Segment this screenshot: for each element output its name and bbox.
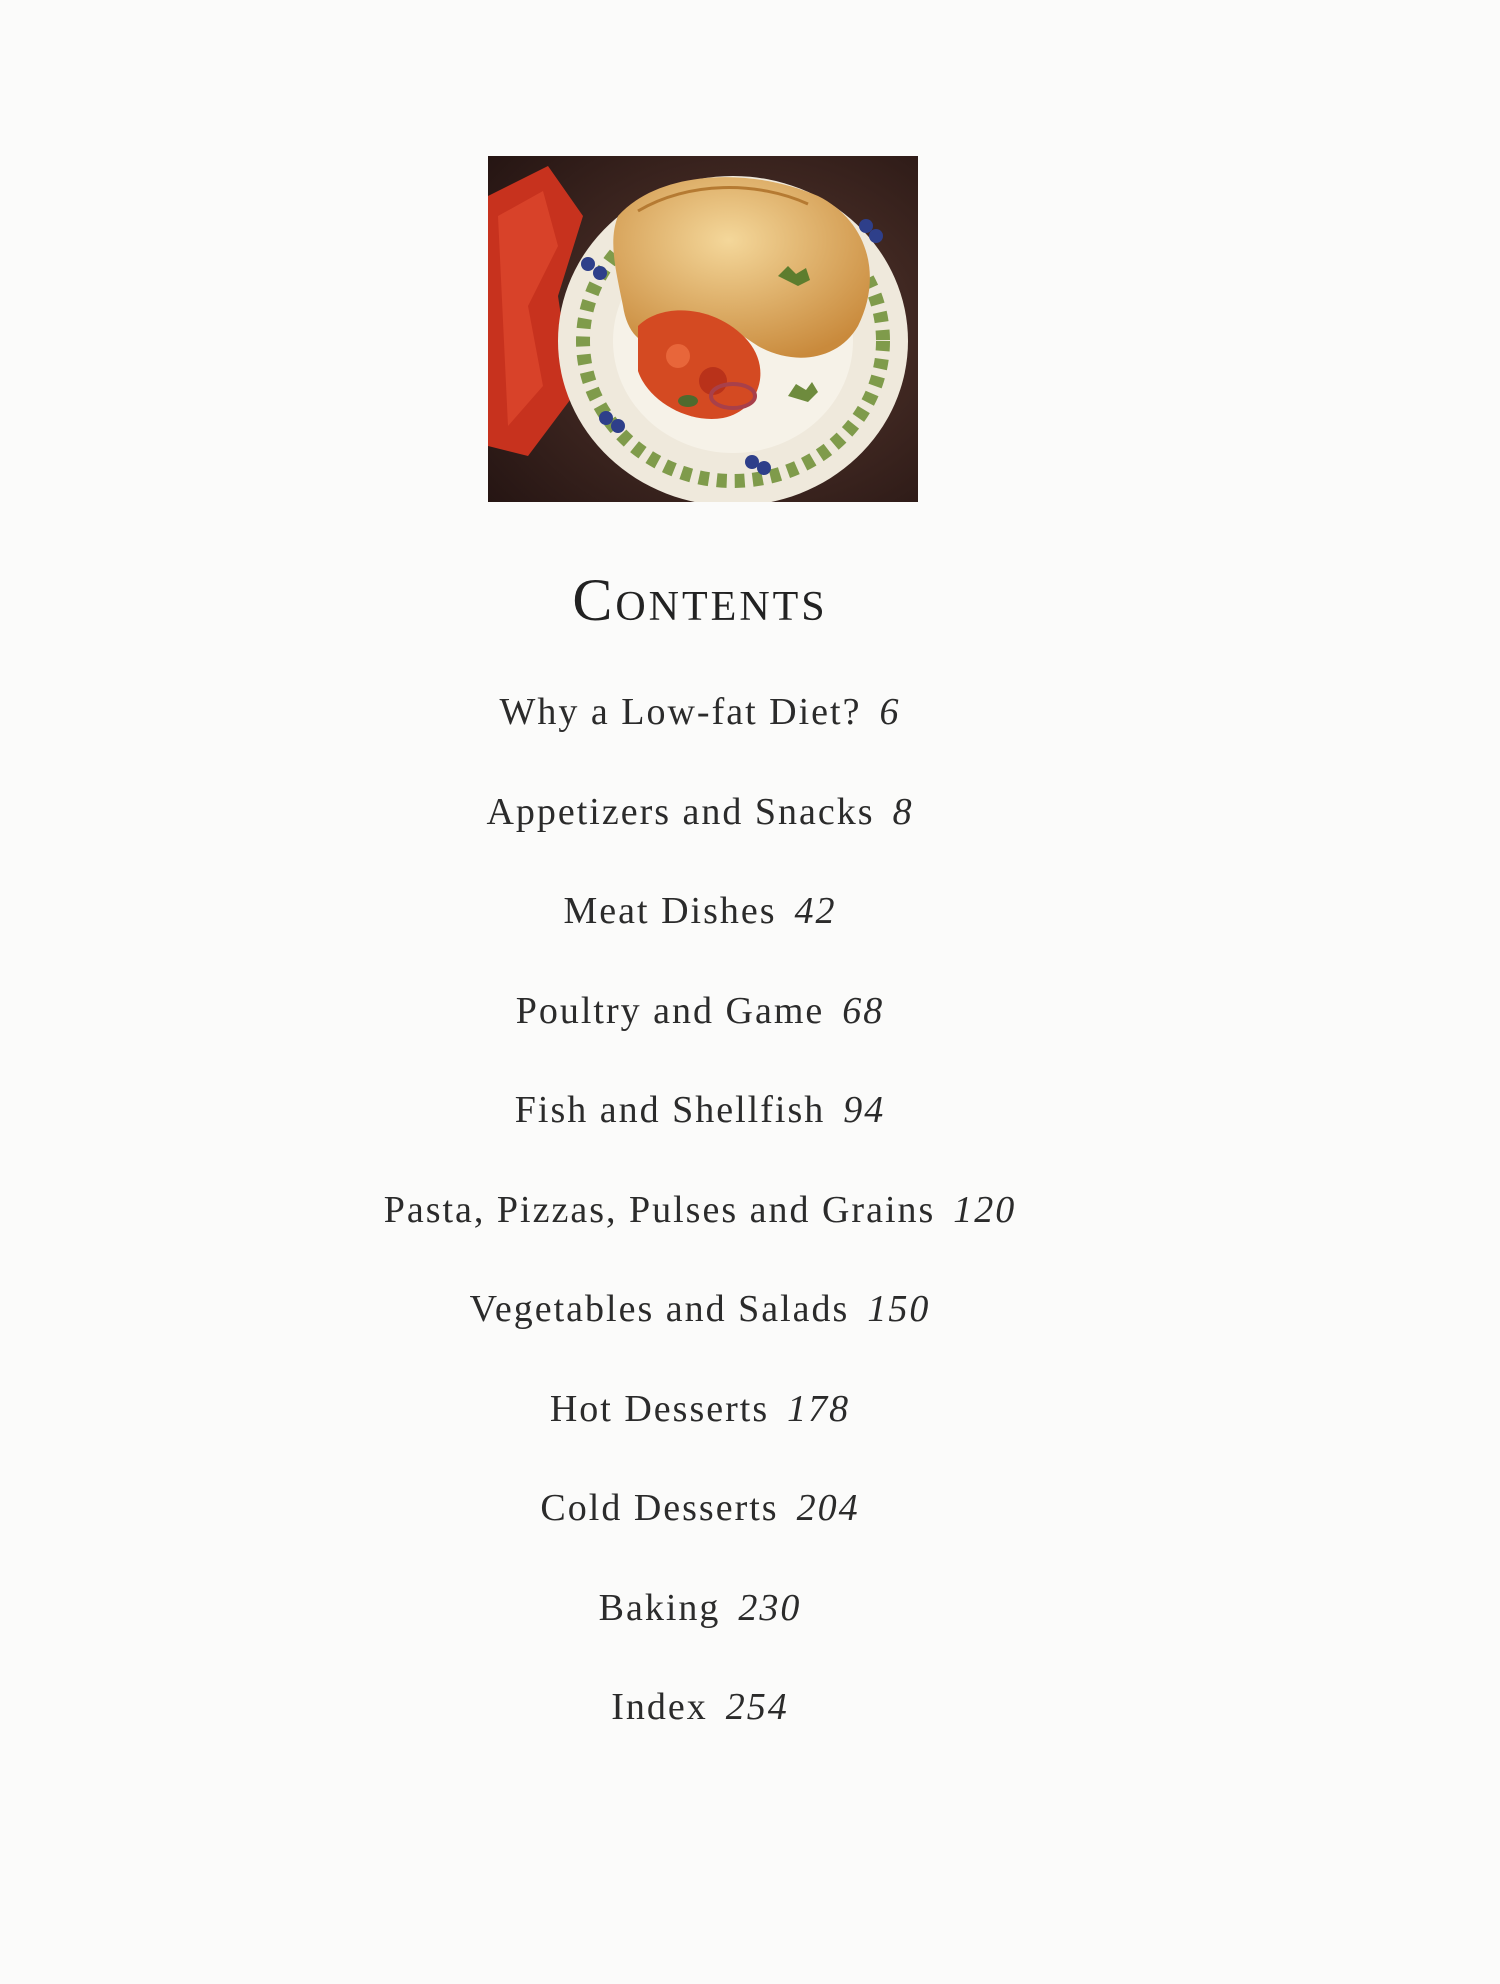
contents-entry[interactable] bbox=[0, 1287, 1400, 1387]
entry-page-number: 254 bbox=[725, 1686, 789, 1728]
contents-entry[interactable] bbox=[0, 1586, 1400, 1686]
entry-label: Index bbox=[611, 1686, 708, 1728]
entry-page-number: 204 bbox=[796, 1487, 860, 1529]
entry-label: Baking bbox=[598, 1586, 721, 1629]
contents-entry[interactable] bbox=[0, 790, 1400, 890]
contents-entry[interactable] bbox=[0, 1685, 1400, 1785]
entry-label: Pasta, Pizzas, Pulses and Grains bbox=[383, 1188, 936, 1231]
entry-label: Vegetables and Salads bbox=[469, 1288, 850, 1330]
entry-label: Appetizers and Snacks bbox=[486, 790, 875, 833]
entry-page-number: 120 bbox=[953, 1188, 1017, 1231]
entry-page-number: 94 bbox=[843, 1089, 886, 1131]
page-title: Contents bbox=[572, 567, 828, 633]
entry-label: Meat Dishes bbox=[563, 890, 777, 932]
entry-label: Fish and Shellfish bbox=[514, 1089, 826, 1131]
entry-page-number: 150 bbox=[867, 1288, 931, 1330]
contents-entry[interactable] bbox=[0, 1188, 1400, 1288]
entry-page-number: 230 bbox=[738, 1586, 802, 1629]
contents-entry[interactable] bbox=[0, 1486, 1400, 1586]
entry-label: Hot Desserts bbox=[549, 1387, 770, 1430]
food-plate-illustration bbox=[488, 156, 918, 502]
entry-label: Why a Low-fat Diet? bbox=[499, 691, 862, 733]
entry-page-number: 178 bbox=[787, 1387, 851, 1430]
entry-page-number: 42 bbox=[794, 890, 837, 932]
entry-page-number: 8 bbox=[892, 790, 914, 833]
contents-entry[interactable] bbox=[0, 1387, 1400, 1487]
entry-page-number: 68 bbox=[842, 989, 885, 1032]
contents-entry[interactable] bbox=[0, 1088, 1400, 1188]
entry-page-number: 6 bbox=[879, 691, 901, 733]
contents-list bbox=[0, 690, 1400, 1785]
contents-entry[interactable] bbox=[0, 690, 1400, 790]
food-plate-photo bbox=[488, 156, 918, 502]
contents-entry[interactable] bbox=[0, 989, 1400, 1089]
entry-label: Poultry and Game bbox=[515, 989, 825, 1032]
entry-label: Cold Desserts bbox=[540, 1487, 779, 1529]
contents-entry[interactable] bbox=[0, 889, 1400, 989]
